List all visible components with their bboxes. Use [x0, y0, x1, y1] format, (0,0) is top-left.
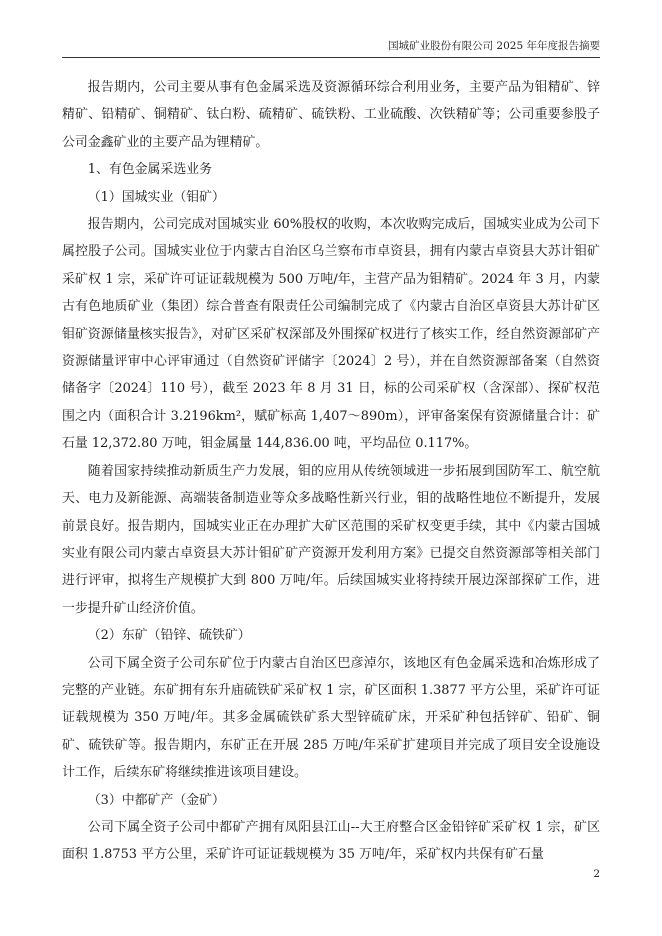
page-header	[62, 38, 600, 58]
paragraph-zhongdu: 公司下属全资子公司中都矿产拥有凤阳县江山--大王府整合区金铅锌矿采矿权 1 宗，矿区面积 1.8753 平方公里，采矿许可证证载规模为 35 万吨/年，采矿权内共保有矿石量	[62, 819, 600, 863]
subsection-heading-dongkuang: （2）东矿（铅锌、硫铁矿）	[87, 628, 251, 644]
paragraph-guocheng-acquisition: 报告期内，公司完成对国城实业 60%股权的收购，本次收购完成后，国城实业成为公司下属控股子公司。国城实业位于内蒙古自治区乌兰察布市卓资县，拥有内蒙古卓资县大苏计钼矿采矿权 1 宗，采矿许可证证载规模为 500 万吨/年，主营产品为钼精矿。2024 年 3 月，内蒙古有色地质矿业（集团）综合普查有限责任公司编制完成了《内蒙古自治区卓资县大苏计矿区钼矿资源储量核实报告》，对矿区采矿权深部及外围探矿权进行了核实工作，经自然资源部矿产资源储量评审中心评审通过（自然资矿评储字〔2024〕2 号），并在自然资源部备案（自然资储备字〔2024〕110 号），截至 2023 年 8 月 31 日，标的公司采矿权（含深部）、探矿权范围之内（面积合计 3.2196km²，赋矿标高 1,407～890m），评审备案保有资源储量合计：矿石量 12,372.80 万吨，钼金属量 144,836.00 吨，平均品位 0.117%。	[62, 217, 600, 452]
report-title: 国城矿业股份有限公司 2025 年年度报告摘要	[388, 40, 600, 52]
section-heading-mining: 1、有色金属采选业务	[87, 162, 213, 178]
subsection-heading-guocheng: （1）国城实业（钼矿）	[87, 189, 225, 205]
paragraph-dongkuang: 公司下属全资子公司东矿位于内蒙古自治区巴彦淖尔，该地区有色金属采选和冶炼形成了完整的产业链。东矿拥有东升庙硫铁矿采矿权 1 宗，矿区面积 1.3877 平方公里，采矿许可证证载规模为 350 万吨/年。其多金属硫铁矿系大型锌硫矿床，开采矿种包括锌矿、铅矿、铜矿、硫铁矿等。报告期内，东矿正在开展 285 万吨/年采矿扩建项目并完成了项目安全设施设计工作，后续东矿将继续推进该项目建设。	[62, 655, 600, 781]
document-body	[62, 74, 600, 869]
paragraph-molybdenum-outlook: 随着国家持续推动新质生产力发展，钼的应用从传统领域进一步拓展到国防军工、航空航天、电力及新能源、高端装备制造业等众多战略性新兴行业，钼的战略性地位不断提升，发展前景良好。报告期内，国城实业正在办理扩大矿区范围的采矿权变更手续，其中《内蒙古国城实业有限公司内蒙古卓资县大苏计钼矿矿产资源开发利用方案》已提交自然资源部等相关部门进行评审，拟将生产规模扩大到 800 万吨/年。后续国城实业将持续开展边深部探矿工作，进一步提升矿山经济价值。	[62, 463, 600, 616]
paragraph-business-overview: 报告期内，公司主要从事有色金属采选及资源循环综合利用业务，主要产品为钼精矿、锌精矿、铅精矿、铜精矿、钛白粉、硫精矿、硫铁粉、工业硫酸、次铁精矿等；公司重要参股子公司金鑫矿业的主要产品为锂精矿。	[62, 80, 600, 150]
page-number: 2	[593, 868, 600, 880]
subsection-heading-zhongdu: （3）中都矿产（金矿）	[87, 792, 225, 808]
